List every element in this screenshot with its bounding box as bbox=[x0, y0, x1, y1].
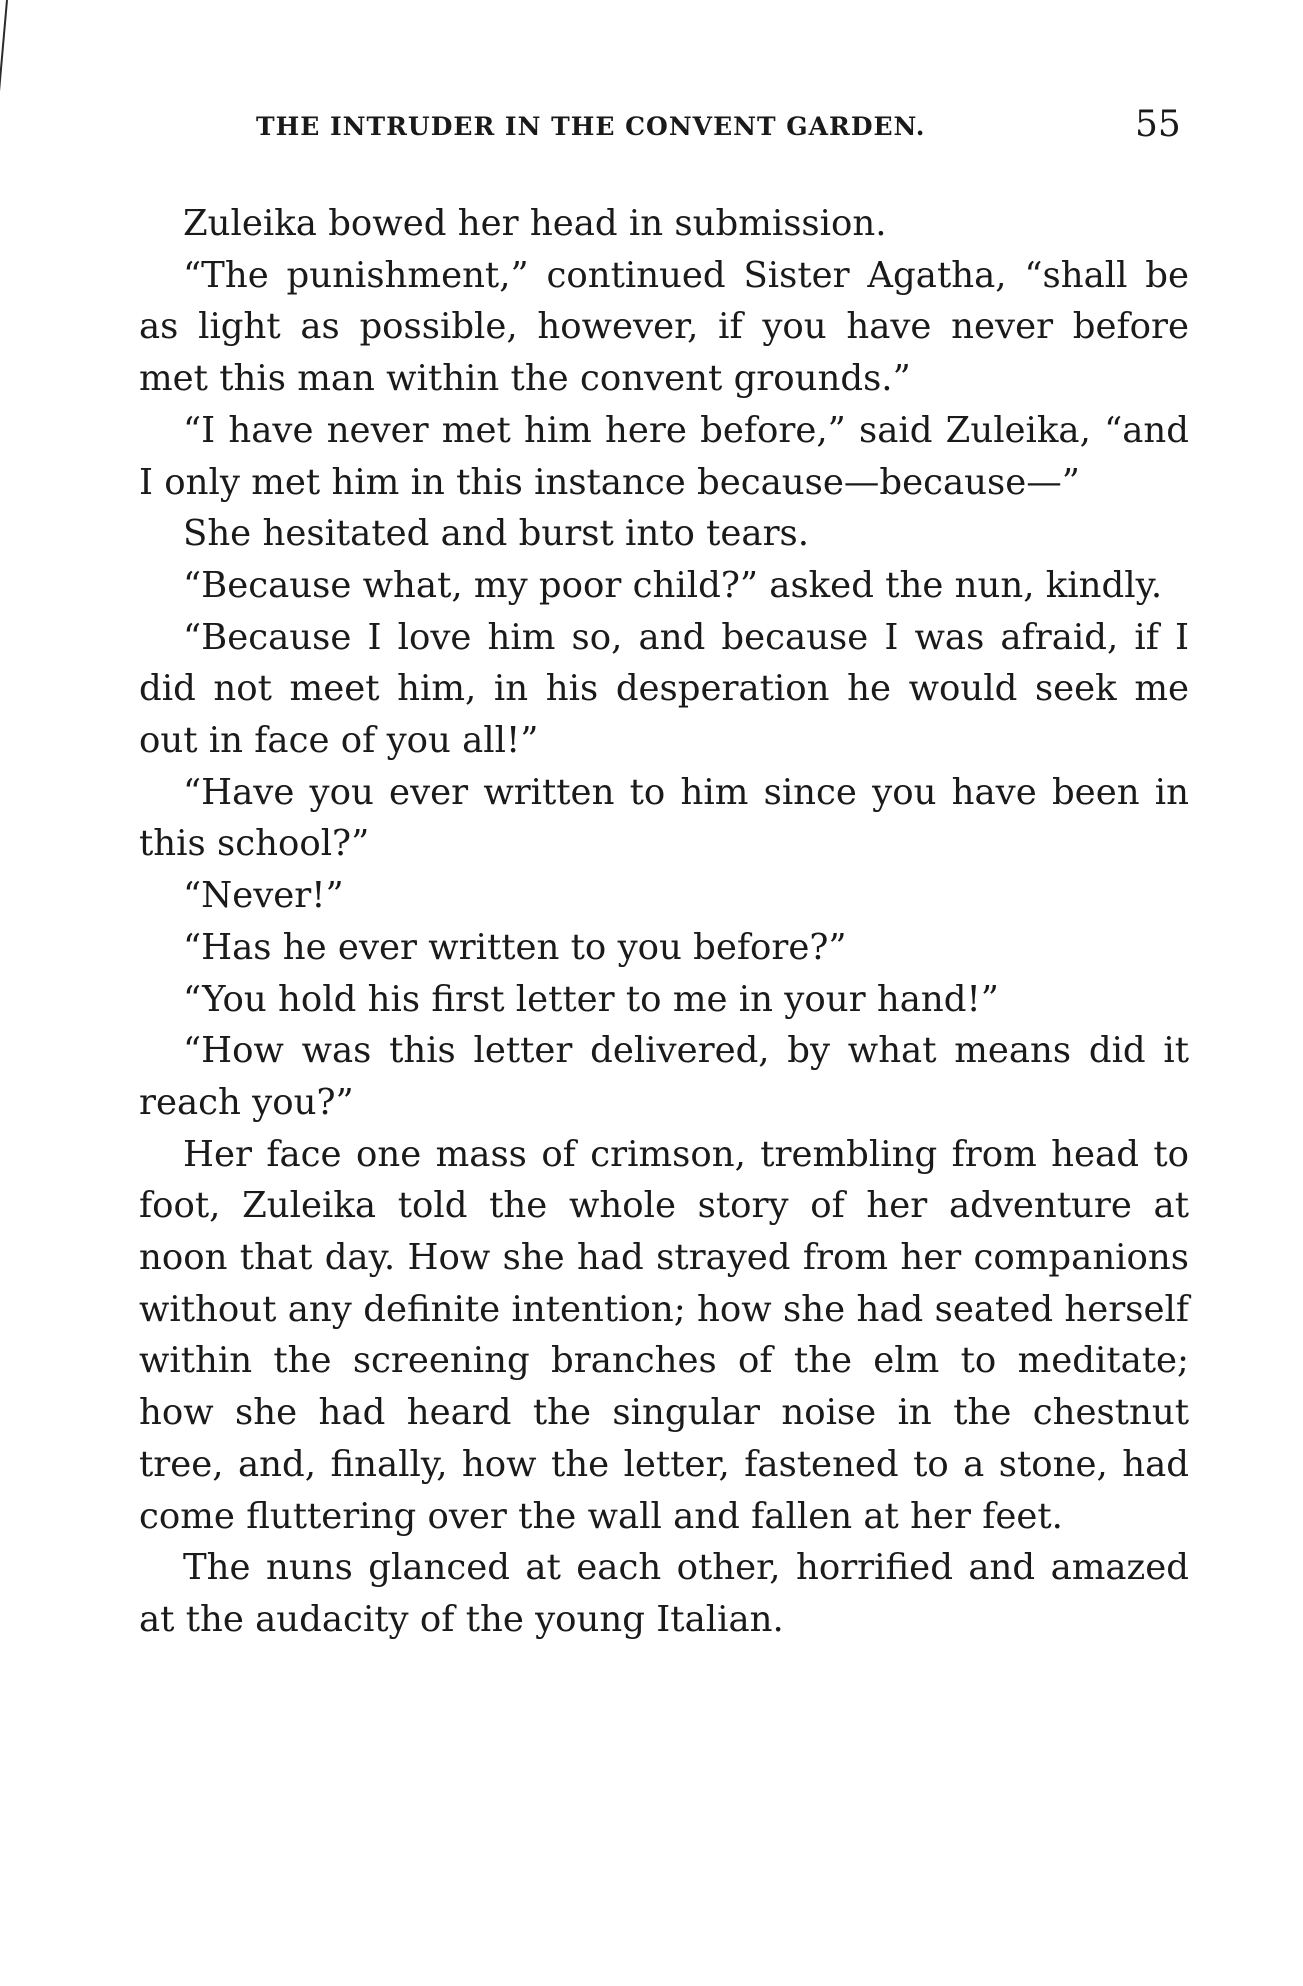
paragraph: The nuns glanced at each other, horrified and amazed at the audacity of the young Italian. bbox=[139, 1547, 1189, 1640]
paragraph: “The punishment,” continued Sister Agatha, “shall be as light as possible, however, if you have never before met this man within the convent grounds.” bbox=[139, 254, 1189, 400]
paragraph: She hesitated and burst into tears. bbox=[183, 513, 810, 555]
paragraph: “How was this letter delivered, by what means did it reach you?” bbox=[139, 1030, 1189, 1123]
page-edge-line bbox=[0, 0, 8, 120]
paragraph: “Have you ever written to him since you have been in this school?” bbox=[139, 771, 1189, 865]
paragraph: “I have never met him here before,” said Zuleika, “and I only met him in this instance because—because—” bbox=[139, 409, 1189, 503]
page-number: 55 bbox=[1135, 104, 1181, 145]
paragraph: “You hold his first letter to me in your hand!” bbox=[183, 978, 999, 1020]
paragraph: “Never!” bbox=[183, 875, 344, 917]
body-text bbox=[139, 198, 1189, 1646]
paragraph: “Has he ever written to you before?” bbox=[183, 926, 847, 968]
running-head: THE INTRUDER IN THE CONVENT GARDEN. bbox=[256, 112, 926, 141]
paragraph: “Because what, my poor child?” asked the nun, kindly. bbox=[183, 564, 1163, 606]
paragraph: “Because I love him so, and because I was afraid, if I did not meet him, in his desperation he would seek me out in face of you all!” bbox=[139, 616, 1189, 762]
paragraph: Her face one mass of crimson, trembling from head to foot, Zuleika told the whole story of her adventure at noon that day. How she had strayed from her companions without any definite intention; how she had seated herself within the screening branches of the elm to meditate; how she had heard the singular noise in the chestnut tree, and, finally, how the letter, fastened to a stone, had come fluttering over the wall and fallen at her feet. bbox=[139, 1133, 1189, 1537]
paragraph: Zuleika bowed her head in submission. bbox=[183, 203, 887, 244]
